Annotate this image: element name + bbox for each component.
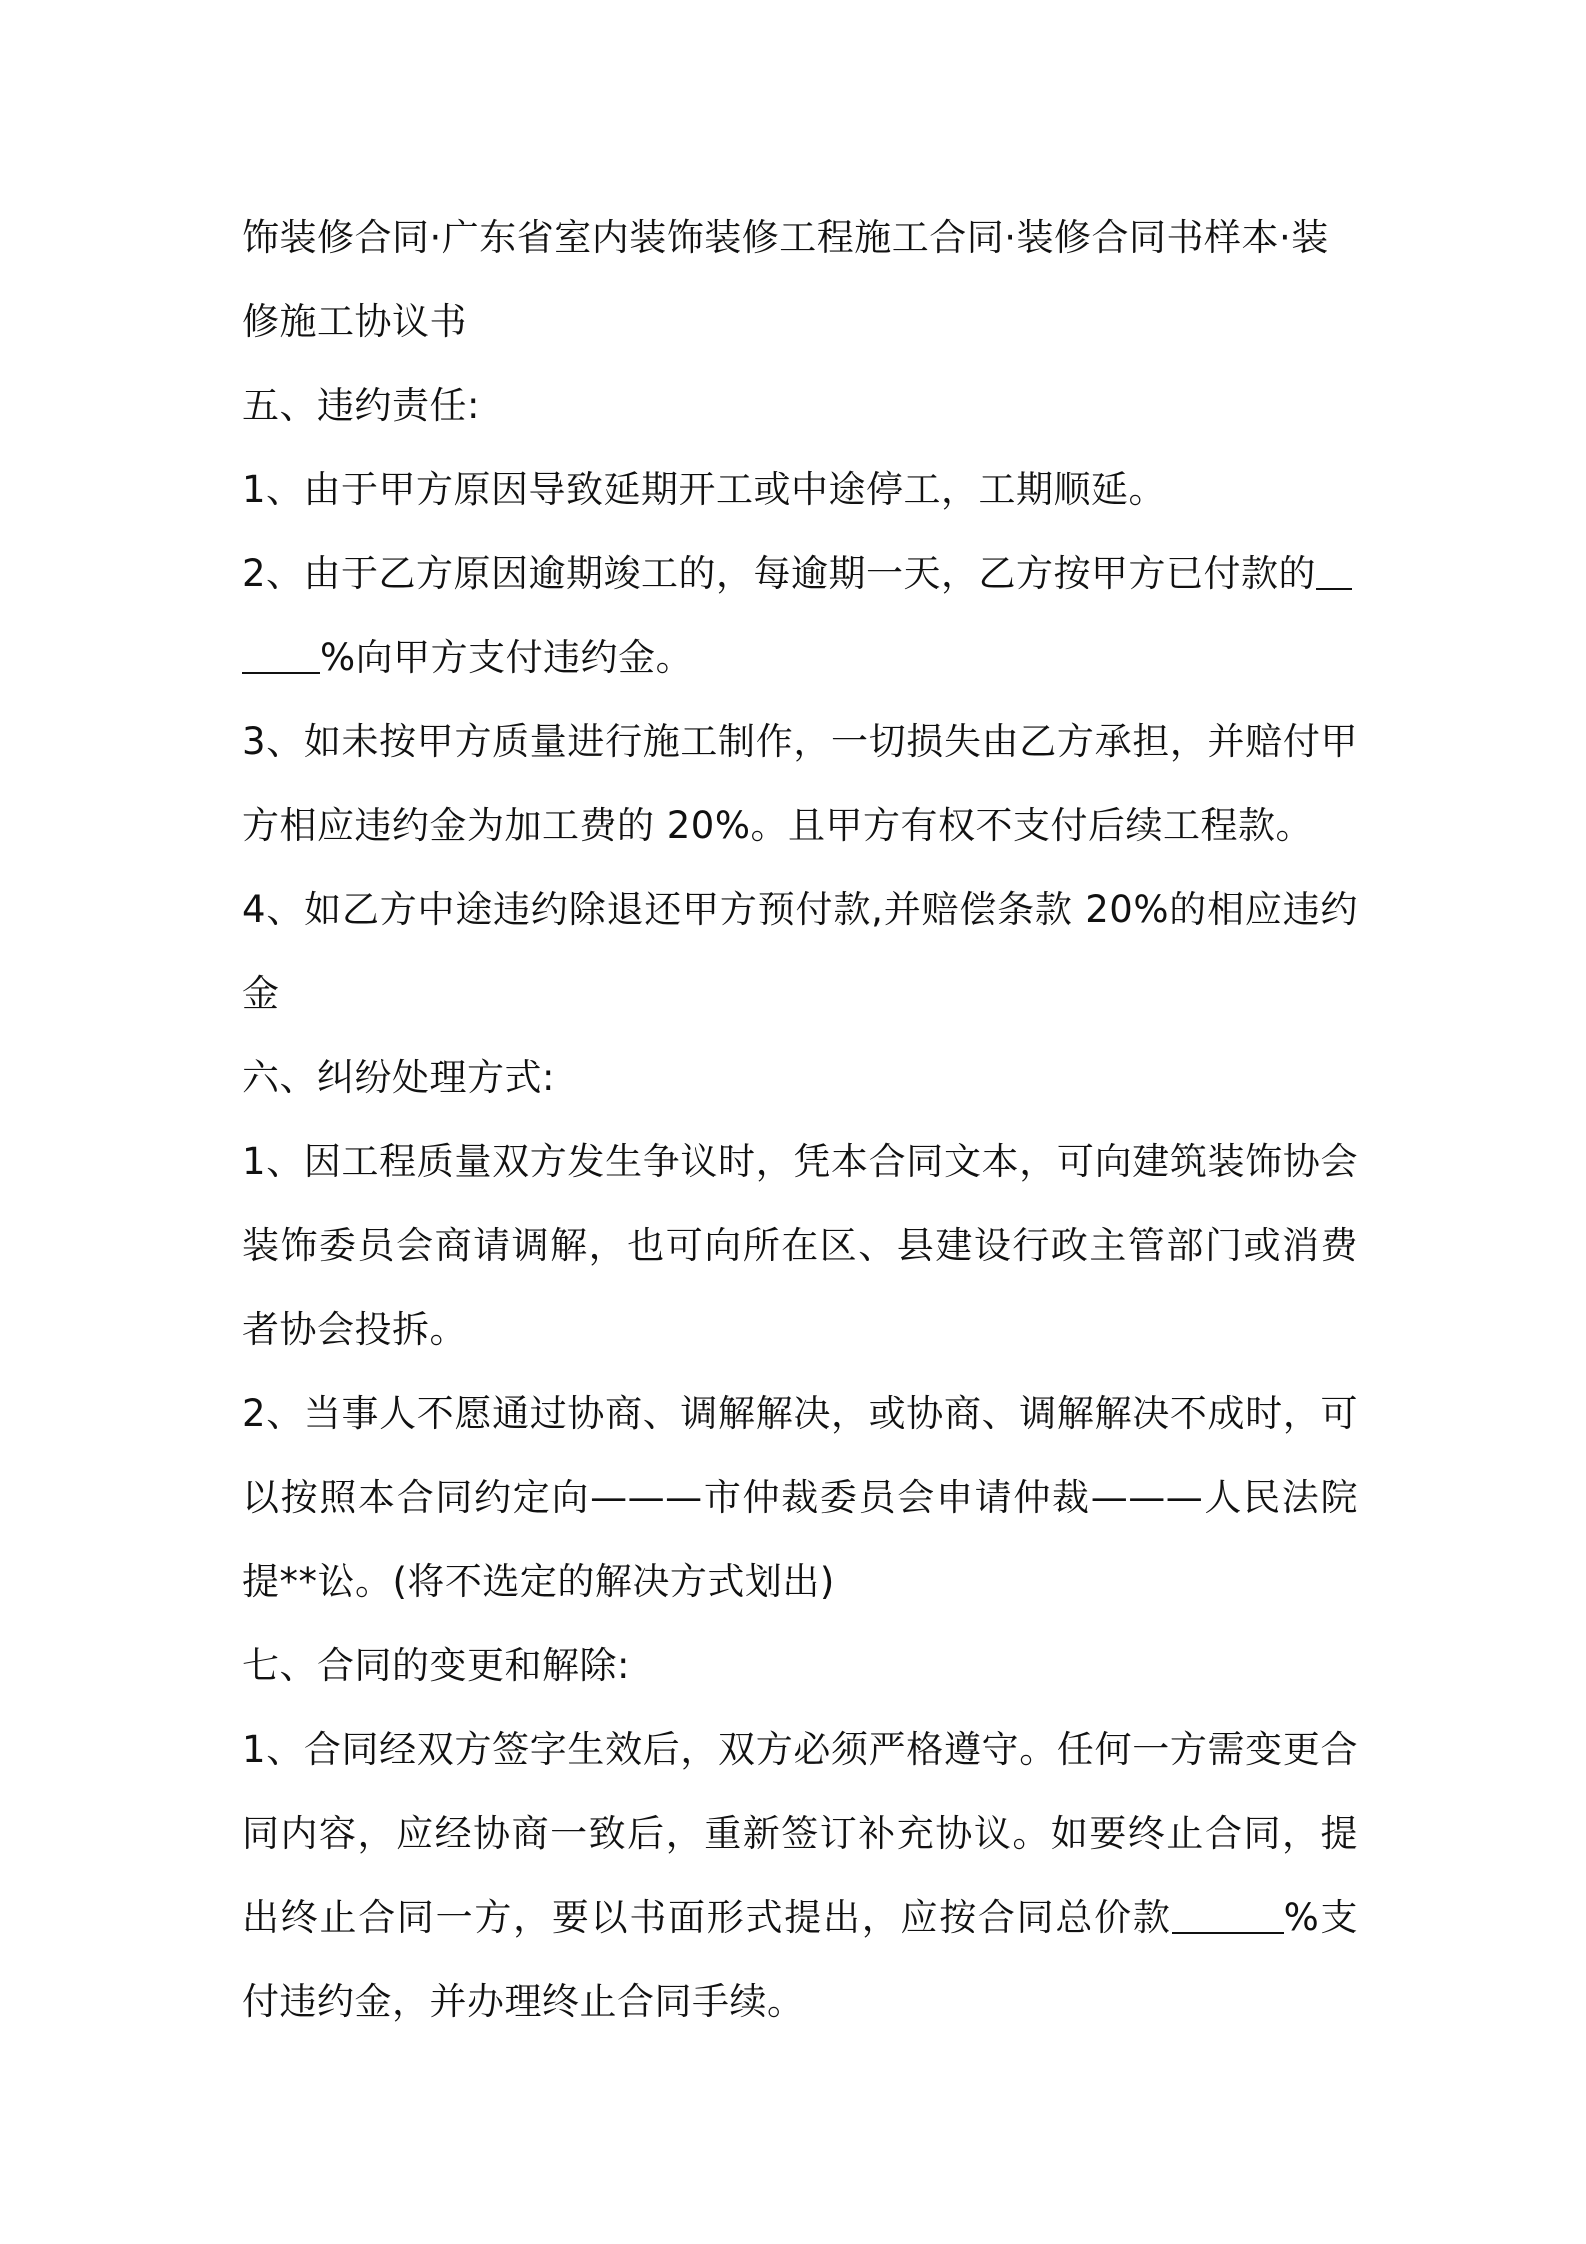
section5-item-1: 1、由于甲方原因导致延期开工或中途停工，工期顺延。 [242,468,1167,511]
fill-blank-line [1172,1895,1284,1934]
contract-document [242,196,1358,2044]
section6-item-1: 1、因工程质量双方发生争议时，凭本合同文本，可向建筑装饰协会装饰委员会商请调解，也可向所在区、县建设行政主管部门或消费者协会投拆。 [242,1140,1358,1351]
section7-item-1 [242,1708,1358,2044]
section5-item-4: 4、如乙方中途违约除退还甲方预付款,并赔偿条款 20%的相应违约金 [242,888,1358,1015]
section7-heading: 七、合同的变更和解除: [242,1644,630,1687]
section5-item-3: 3、如未按甲方质量进行施工制作，一切损失由乙方承担，并赔付甲方相应违约金为加工费的 20%。且甲方有权不支付后续工程款。 [242,720,1358,847]
section7-item-1-text-b: %支付违约金，并办理终止合同手续。 [242,1896,1358,2023]
section5-item-2-text-b: %向甲方支付违约金。 [320,636,694,679]
intro-paragraph [242,196,1358,364]
section7-item-1-text-a: 1、合同经双方签字生效后，双方必须严格遵守。任何一方需变更合同内容，应经协商一致后，重新签订补充协议。如要终止合同，提出终止合同一方，要以书面形式提出，应按合同总价款 [242,1728,1358,1939]
fill-blank-line [1316,551,1352,590]
section6-heading: 六、纠纷处理方式: [242,1056,555,1099]
section5-item-2 [242,532,1358,700]
intro-line-1: 饰装修合同·广东省室内装饰装修工程施工合同·装修合同书样本·装 [242,216,1329,259]
fill-blank-line [242,635,320,674]
intro-line-2: 修施工协议书 [242,300,467,343]
section5-item-2-text-a: 2、由于乙方原因逾期竣工的，每逾期一天，乙方按甲方已付款的 [242,552,1317,595]
section6-item-2: 2、当事人不愿通过协商、调解解决，或协商、调解解决不成时，可以按照本合同约定向———市仲裁委员会申请仲裁———人民法院提**讼。(将不选定的解决方式划出) [242,1392,1358,1603]
section5-heading: 五、违约责任: [242,384,480,427]
